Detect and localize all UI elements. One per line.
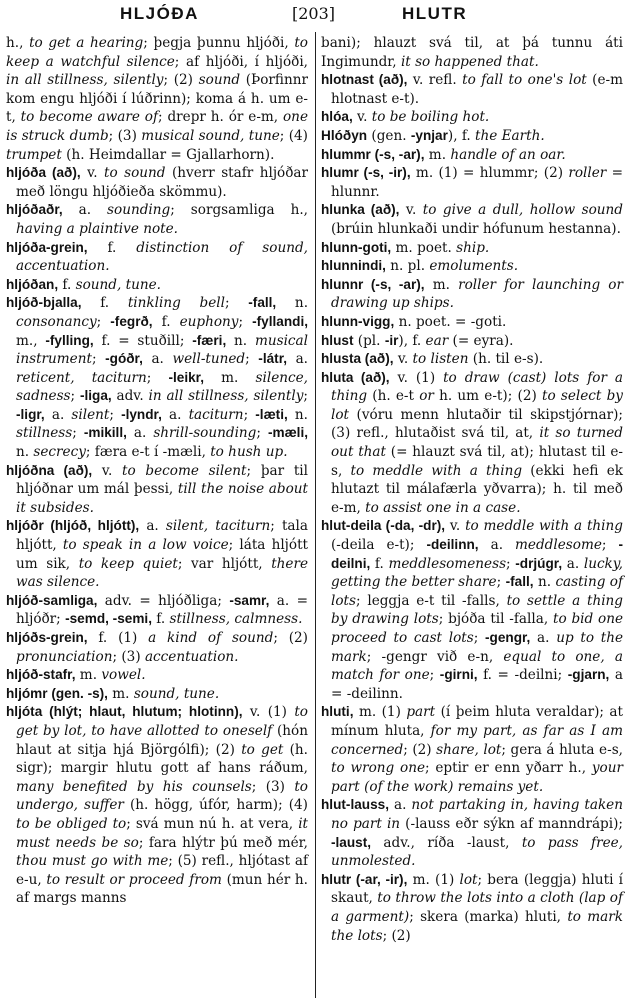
dictionary-entry: hljóða (að), v. to sound (hverr stafr hljóðar með löngu hljóðieða skömmu). xyxy=(6,165,309,200)
dictionary-entry: hljóð-samliga, adv. = hljóðliga; -samr, a. = hljóðr; -semd, -semi, f. stillness, calmness. xyxy=(6,592,308,628)
dictionary-entry: Hlóðyn (gen. -ynjar), f. the Earth. xyxy=(321,127,545,144)
dictionary-entry: hlumr (-s, -ir), m. (1) = hlummr; (2) roller = hlunnr. xyxy=(321,165,623,200)
dictionary-entry: hluta (að), v. (1) to draw (cast) lots for a thing (h. e-t or h. um e-t); (2) to select by lot (vóru menn hlutaðir til skipstjórnar); (3) refl., hlutaðist svá til, at, it so turned out that (= hlauzt svá til, at); hlutast til e-s, to meddle with a thing (ekki hefi ek hlutazt til málafærla yðvarra); h. til með e-m, to assist one in a case. xyxy=(321,369,623,516)
dictionary-entry: hljóða-grein, f. distinction of sound, accentuation. xyxy=(6,239,308,275)
page-number: [203] xyxy=(292,4,336,23)
left-running-headword: HLJÓÐA xyxy=(120,4,199,23)
dictionary-entry: hljóðs-grein, f. (1) a kind of sound; (2) pronunciation; (3) accentuation. xyxy=(6,630,308,665)
dictionary-entry: hlummr (-s, -ar), m. handle of an oar. xyxy=(321,146,566,163)
dictionary-entry: h., to get a hearing; þegja þunnu hljóði, to keep a watchful silence; af hljóði, í hljóði, in all stillness, silently; (2) sound (Þorfinnr kom engu hljóði í lúðrinn); koma á h. um e-t, to become aware of; drepr h. ór e-m, one is struck dumb; (3) musical sound, tune; (4) trumpet (h. Heimdallar = Gjallarhorn). xyxy=(6,35,308,163)
dictionary-entry: hljómr (gen. -s), m. sound, tune. xyxy=(6,685,220,702)
dictionary-entry: hljóta (hlýt; hlaut, hlutum; hlotinn), v. (1) to get by lot, to have allotted to oneself (hón hlaut at sitja hjá Björgólfi); (2) to get (h. sigr); margir hlutu gott af hans ráðum, many benefited by his counsels; (3) to undergo, suffer (h. högg, úfór, harm); (4) to be obliged to; svá mun nú h. at vera, it must needs be so; fara hlýtr þú með mér, thou must go with me; (5) refl., hljótast af e-u, to result or proceed from (mun hér h. af margs manns xyxy=(6,704,308,907)
dictionary-entry: hljóð-bjalla, f. tinkling bell; -fall, n. consonancy; -fegrð, f. euphony; -fyllandi, m., -fylling, f. = stuðill; -færi, n. musical instrument; -góðr, a. well-tuned; -látr, a. reticent, taciturn; -leikr, m. silence, sadness; -liga, adv. in all stillness, silently; -ligr, a. silent; -lyndr, a. taciturn; -læti, n. stillness; -mikill, a. shrill-sounding; -mæli, n. secrecy; færa e-t í -mæli, to hush up. xyxy=(6,295,309,461)
dictionary-entry: hljóðna (að), v. to become silent; þar til hljóðnar um mál þessi, till the noise about it subsides. xyxy=(6,462,309,516)
dictionary-entry: hlunn-vigg, n. poet. = -goti. xyxy=(321,313,507,330)
dictionary-entry: hlunnindi, n. pl. emoluments. xyxy=(321,258,519,275)
dictionary-entry: hlust (pl. -ir), f. ear (= eyra). xyxy=(321,332,514,349)
page-header xyxy=(0,0,625,34)
dictionary-entry: hljóðan, f. sound, tune. xyxy=(6,276,161,293)
dictionary-entry: hlunn-goti, m. poet. ship. xyxy=(321,239,490,256)
dictionary-entry: hlunka (að), v. to give a dull, hollow sound (brúin hlunkaði undir hófunum hestanna). xyxy=(321,202,623,237)
dictionary-entry: hljóðr (hljóð, hljótt), a. silent, taciturn; tala hljótt, to speak in a low voice; láta hljótt um sik, to keep quiet; var hljótt, there was silence. xyxy=(6,518,308,591)
dictionary-entry: bani); hlauzt svá til, at þá tunnu áti Ingimundr, it so happened that. xyxy=(321,35,623,70)
dictionary-entry: hlotnast (að), v. refl. to fall to one's lot (e-m hlotnast e-t). xyxy=(321,72,623,107)
left-column xyxy=(6,34,308,908)
right-running-headword: HLUTR xyxy=(402,4,468,23)
column-divider xyxy=(315,32,316,998)
dictionary-entry: hlusta (að), v. to listen (h. til e-s). xyxy=(321,351,544,368)
dictionary-entry: hljóð-stafr, m. vowel. xyxy=(6,667,146,684)
dictionary-entry: hlut-lauss, a. not partaking in, having taken no part in (-lauss eðr sýkn af manndrápi); -laust, adv., ríða -laust, to pass free, unmolested. xyxy=(321,797,623,870)
dictionary-entry: hljóðaðr, a. sounding; sorgsamliga h., having a plaintive note. xyxy=(6,202,308,237)
dictionary-entry: hluti, m. (1) part (í þeim hluta veraldar); at mínum hluta, for my part, as far as I am concerned; (2) share, lot; gera á hluta e-s, to wrong one; eptir er enn yðarr h., your part (of the work) remains yet. xyxy=(321,704,623,795)
dictionary-entry: hlóa, v. to be boiling hot. xyxy=(321,109,490,126)
right-column xyxy=(321,34,623,945)
dictionary-entry: hlunnr (-s, -ar), m. roller for launching or drawing up ships. xyxy=(321,276,623,312)
dictionary-entry: hlut-deila (-da, -dr), v. to meddle with a thing (-deila e-t); -deilinn, a. meddlesome; -deilni, f. meddlesomeness; -drjúgr, a. lucky, getting the better share; -fall, n. casting of lots; leggja e-t til -falls, to settle a thing by drawing lots; bjóða til -falla, to bid one proceed to cast lots; -gengr, a. up to the mark; -gengr við e-n, equal to one, a match for one; -girni, f. = -deilni; -gjarn, a = -deilinn. xyxy=(321,518,624,702)
dictionary-entry: hlutr (-ar, -ir), m. (1) lot; bera (leggja) hluti í skaut, to throw the lots into a cloth (lap of a garment); skera (marka) hluti, to mark the lots; (2) xyxy=(321,871,624,944)
